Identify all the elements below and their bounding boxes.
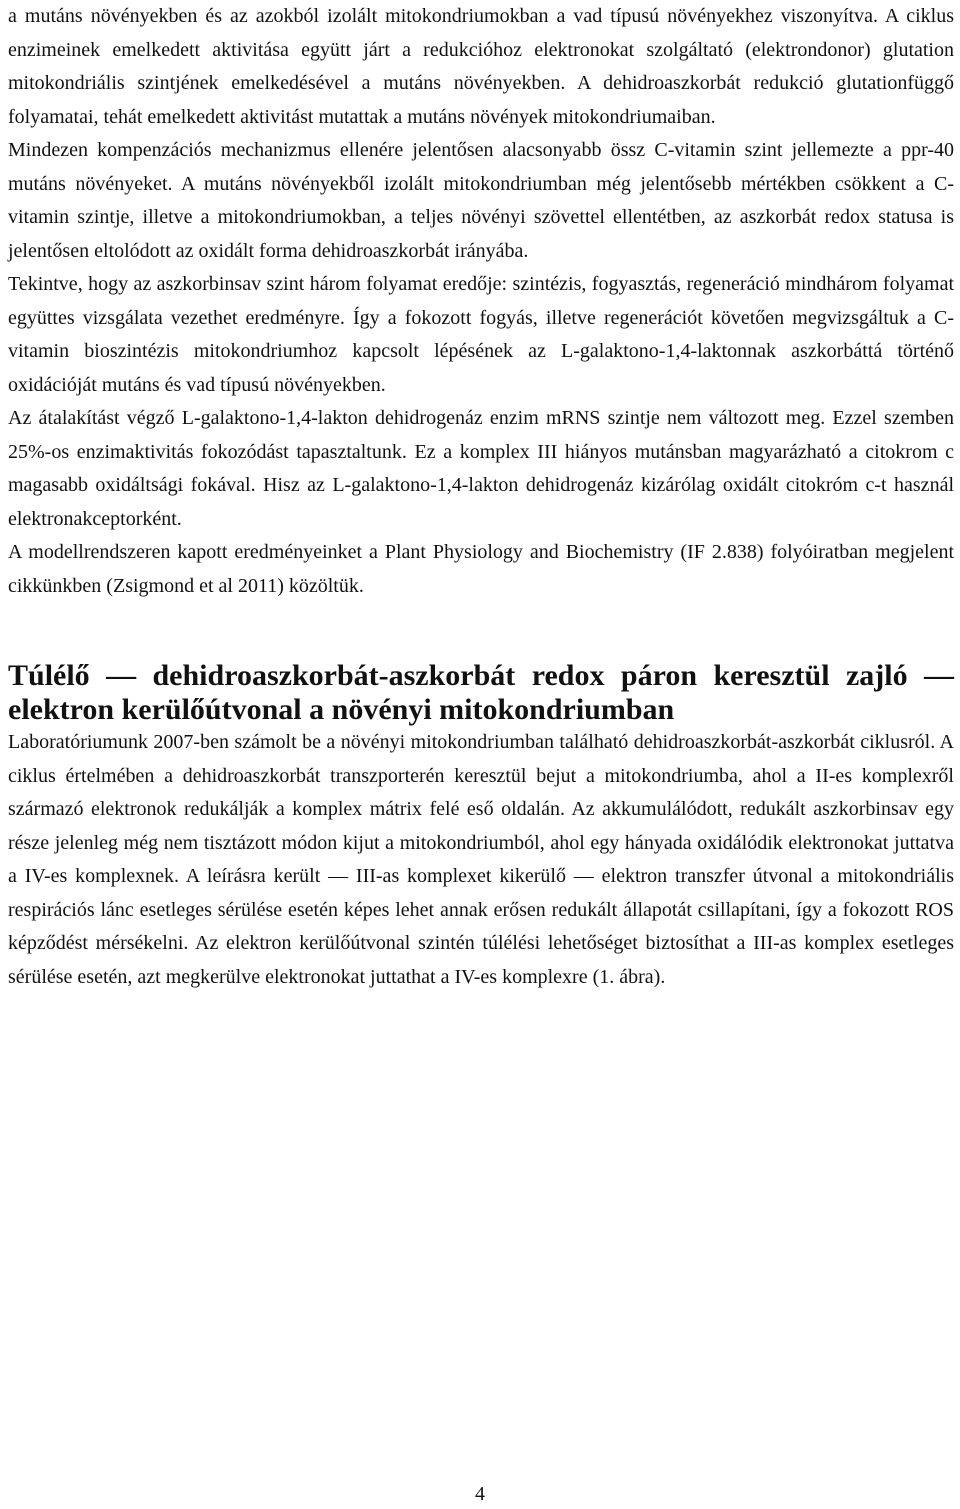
- paragraph: Tekintve, hogy az aszkorbinsav szint három folyamat eredője: szintézis, fogyasztás, regeneráció mindhárom folyamat együttes vizsgálata vezethet eredményre. Így a fokozott fogyás, illetve regenerációt követően megvizsgáltuk a C-vitamin bioszintézis mitokondriumhoz kapcsolt lépésének az L-galaktono-1,4-laktonnak aszkorbáttá történő oxidációját mutáns és vad típusú növényekben.: [8, 273, 954, 396]
- results-section: [8, 0, 954, 603]
- paragraph: Laboratóriumunk 2007-ben számolt be a növényi mitokondriumban található dehidroaszkorbát-aszkorbát ciklusról. A ciklus értelmében a dehidroaszkorbát transzporterén keresztül bejut a mitokondriumba, ahol a II-es komplexről származó elektronok redukálják a komplex mátrix felé eső oldalán. Az akkumulálódott, redukált aszkorbinsav egy része jelenleg még nem tisztázott módon kijut a mitokondriumból, ahol egy hányada oxidálódik elektronokat juttatva a IV-es komplexnek. A leírásra került — III-as komplexet kikerülő — elektron transzfer útvonal a mitokondriális respirációs lánc esetleges sérülése esetén képes lehet annak erősen redukált állapotát csillapítani, így a fokozott ROS képződést mérsékelni. Az elektron kerülőútvonal szintén túlélési lehetőséget biztosíthat a III-as komplex esetleges sérülése esetén, azt megkerülve elektronokat juttathat a IV-es komplexre (1. ábra).: [8, 731, 954, 988]
- section-heading: Túlélő — dehidroaszkorbát-aszkorbát redox páron keresztül zajló — elektron kerülőútvonal a növényi mitokondriumban: [8, 659, 954, 726]
- electron-bypass-section: [8, 659, 954, 994]
- section-spacer: [8, 603, 954, 659]
- paragraph: Mindezen kompenzációs mechanizmus ellenére jelentősen alacsonyabb össz C-vitamin szint jellemezte a ppr-40 mutáns növényeket. A mutáns növényekből izolált mitokondriumban még jelentősebb mértékben csökkent a C-vitamin szintje, illetve a mitokondriumokban, a teljes növényi szövettel ellentétben, az aszkorbát redox statusa is jelentősen eltolódott az oxidált forma dehidroaszkorbát irányába.: [8, 139, 954, 262]
- document-page: [8, 0, 954, 994]
- paragraph: a mutáns növényekben és az azokból izolált mitokondriumokban a vad típusú növényekhez viszonyítva. A ciklus enzimeinek emelkedett aktivitása együtt járt a redukcióhoz elektronokat szolgáltató (elektrondonor) glutation mitokondriális szintjének emelkedésével a mutáns növényekben. A dehidroaszkorbát redukció glutationfüggő folyamatai, tehát emelkedett aktivitást mutattak a mutáns növények mitokondriumaiban.: [8, 5, 954, 128]
- paragraph: Az átalakítást végző L-galaktono-1,4-lakton dehidrogenáz enzim mRNS szintje nem változott meg. Ezzel szemben 25%-os enzimaktivitás fokozódást tapasztaltunk. Ez a komplex III hiányos mutánsban magyarázható a citokrom c magasabb oxidáltsági fokával. Hisz az L-galaktono-1,4-lakton dehidrogenáz kizárólag oxidált citokróm c-t használ elektronakceptorként.: [8, 407, 954, 530]
- paragraph: A modellrendszeren kapott eredményeinket a Plant Physiology and Biochemistry (IF 2.838) folyóiratban megjelent cikkünkben (Zsigmond et al 2011) közöltük.: [8, 541, 954, 597]
- page-number: 4: [475, 1483, 485, 1505]
